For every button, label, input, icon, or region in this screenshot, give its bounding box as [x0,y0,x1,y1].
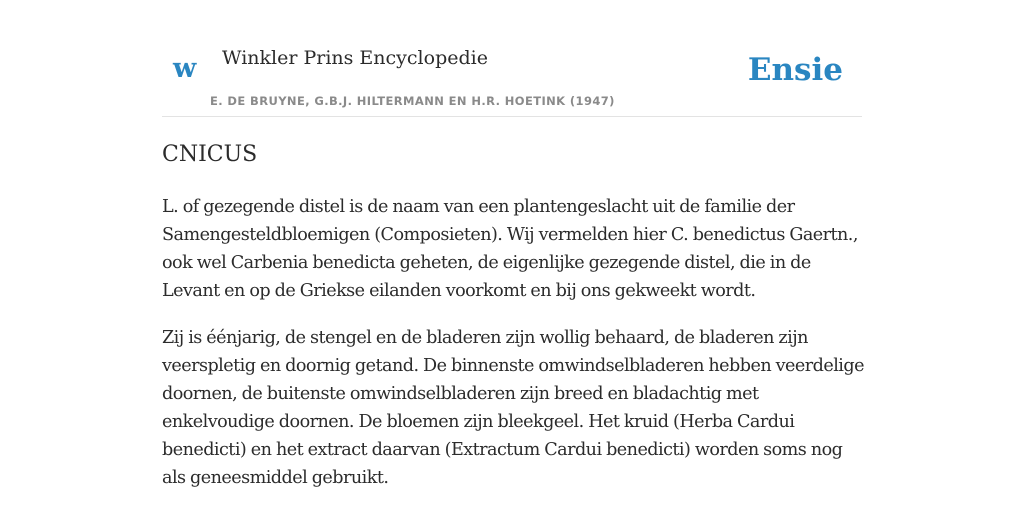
article-headword: CNICUS [162,142,258,167]
article-paragraph: Zij is éénjarig, de stengel en de bladeren zijn wollig behaard, de bladeren zijn veerspletig en doornig getand. De binnenste omwindselbladeren hebben veerdelige doornen, de buitenste omwindselbladeren zijn breed en bladachtig met enkelvoudige doornen. De bloemen zijn bleekgeel. Het kruid (Herba Cardui benedicti) en het extract daarvan (Extractum Cardui benedicti) worden soms nog als geneesmiddel gebruikt. [162,328,864,488]
article-paragraph: L. of gezegende distel is de naam van een plantengeslacht uit de familie der Samengesteldbloemigen (Composieten). Wij vermelden hier C. benedictus Gaertn., ook wel Carbenia benedicta geheten, de eigenlijke gezegende distel, die in de Levant en op de Griekse eilanden voorkomt en bij ons gekweekt wordt. [162,197,858,301]
publication-title[interactable]: Winkler Prins Encyclopedie [222,47,488,69]
article-body [162,138,866,492]
winkler-prins-logo[interactable]: w [173,53,197,84]
publication-authors: E. DE BRUYNE, G.B.J. HILTERMANN EN H.R. HOETINK (1947) [210,94,615,108]
ensie-logo[interactable]: Ensie [747,52,843,88]
page-header [162,0,862,117]
